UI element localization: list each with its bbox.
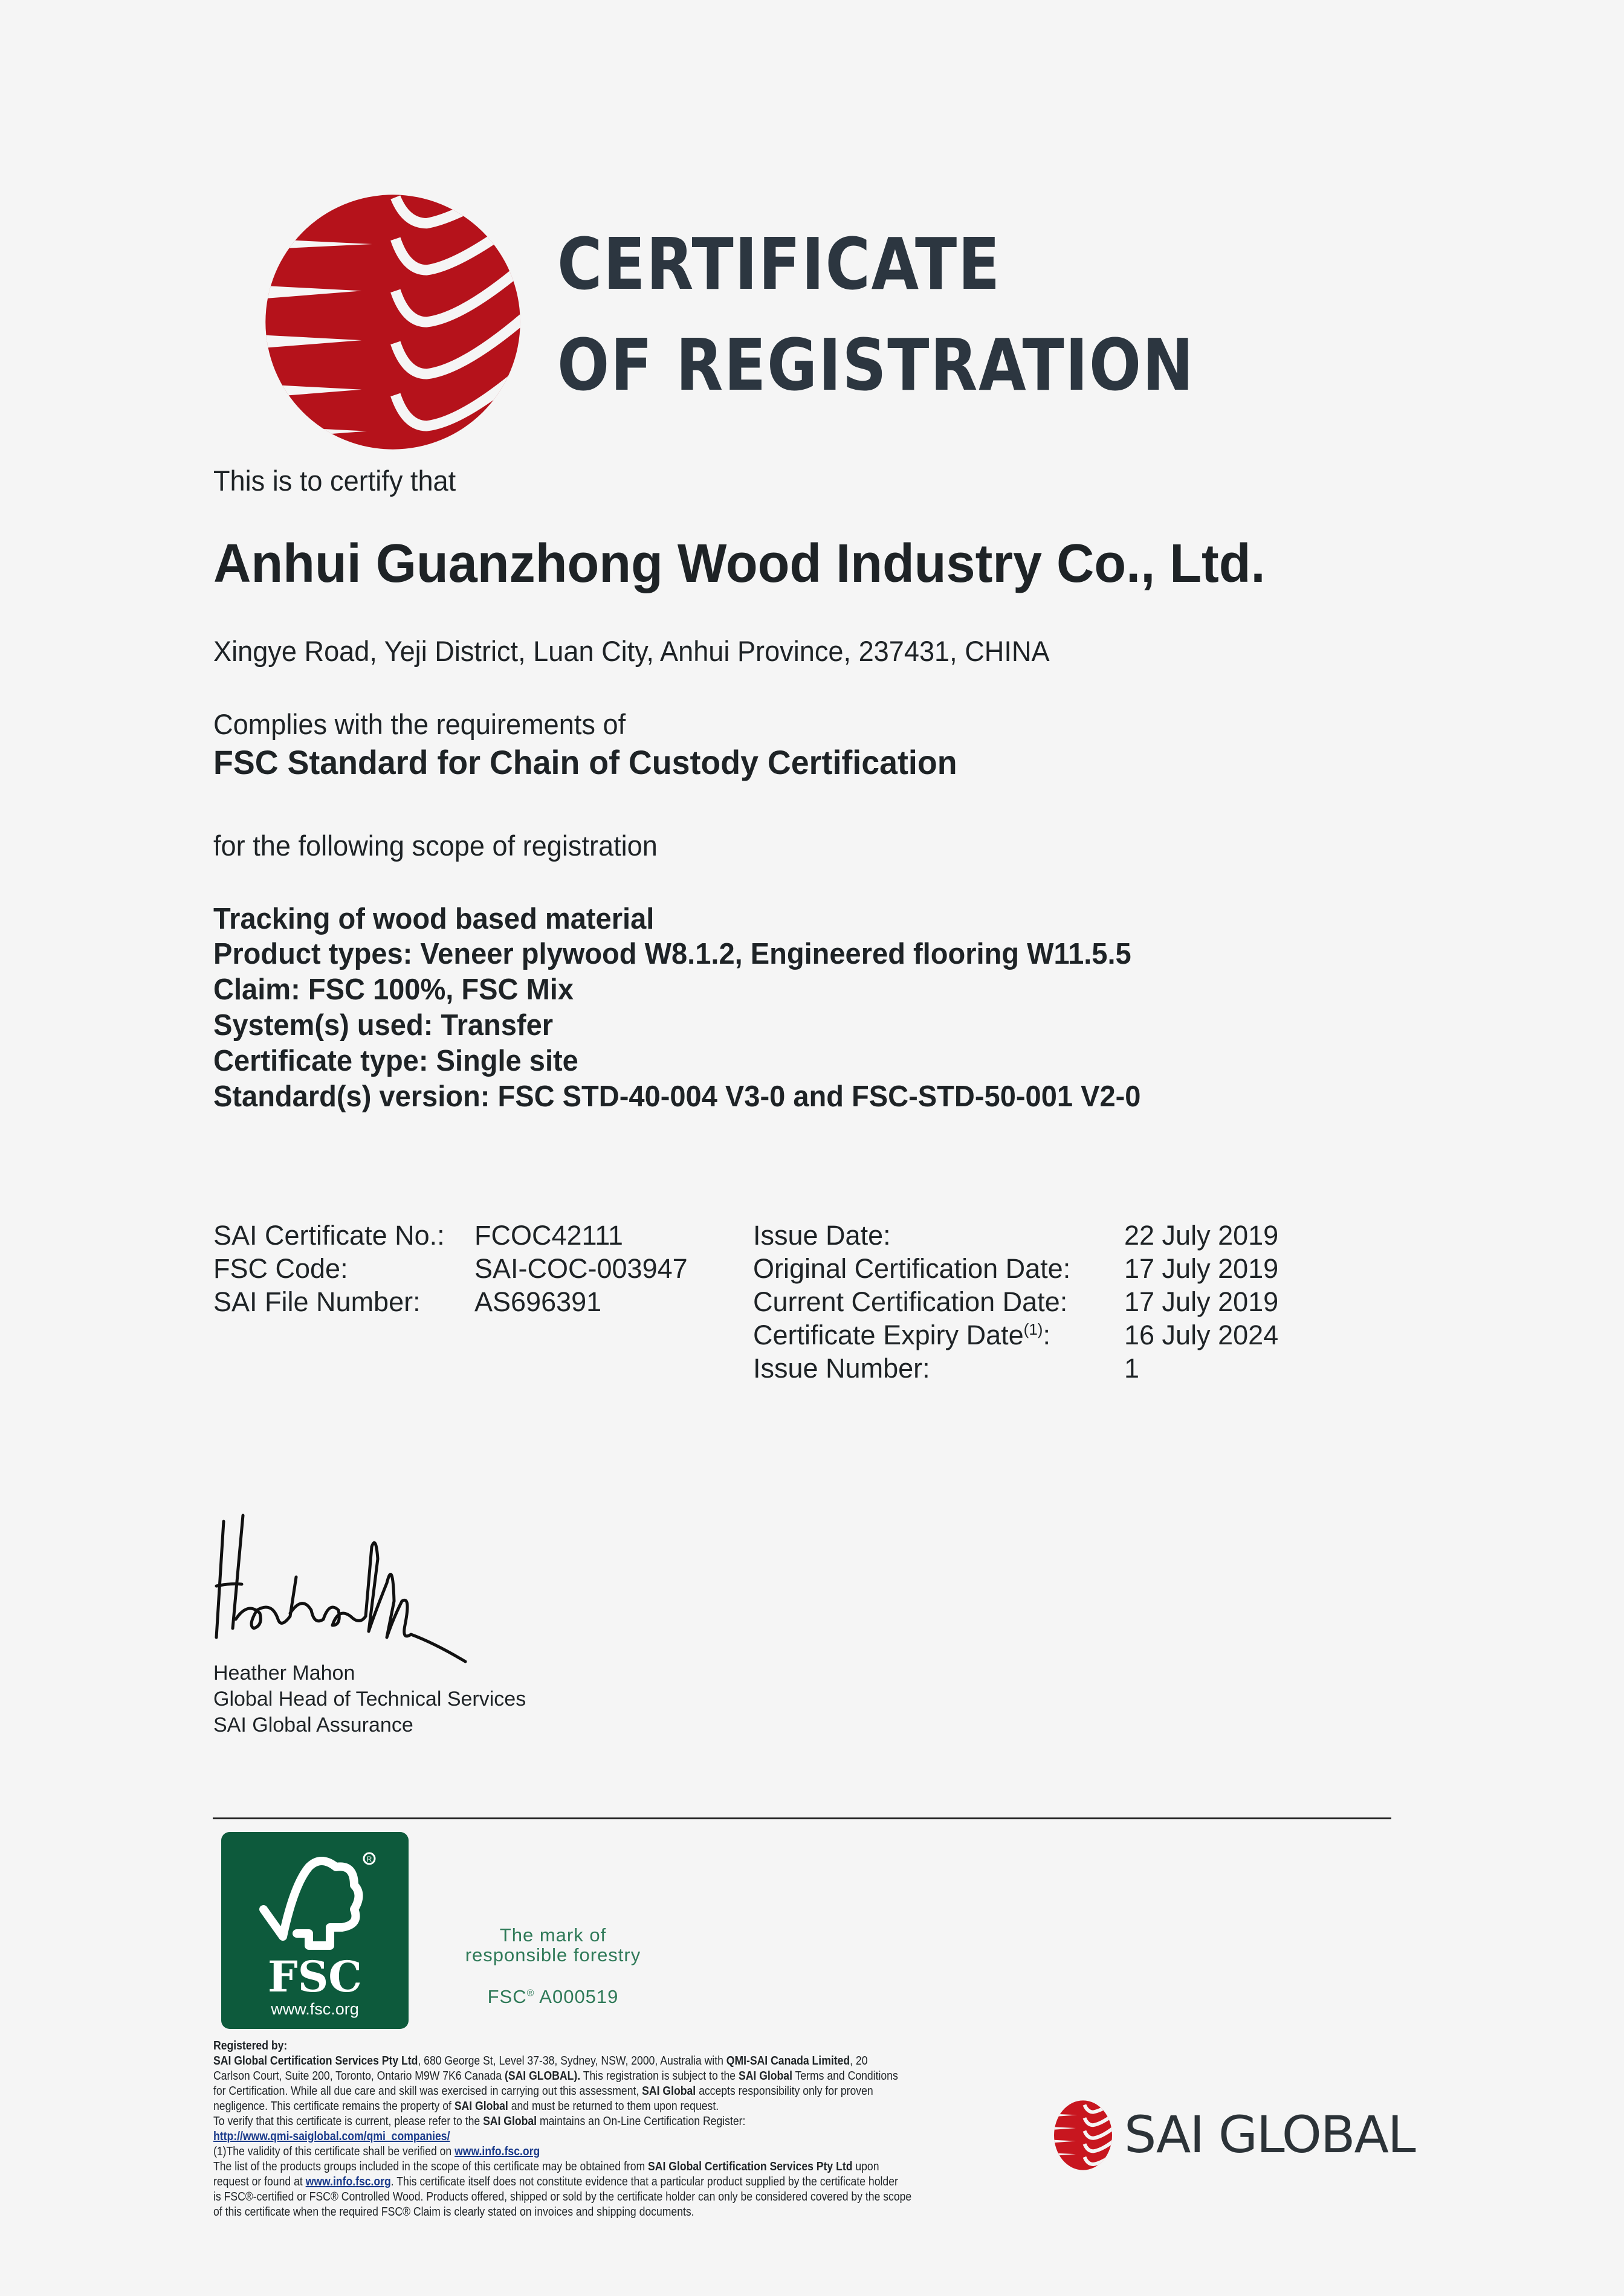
registered-by-label: Registered by: [213, 2039, 288, 2053]
company-address: Xingye Road, Yeji District, Luan City, Anhui Province, 237431, CHINA [213, 635, 1050, 667]
text: (1)The validity of this certificate shall be verified on [213, 2145, 455, 2158]
signatory-organization: SAI Global Assurance [213, 1714, 413, 1737]
footer-line [213, 2100, 719, 2112]
fsc-checkmark-tree-icon [245, 1849, 384, 1958]
standard-name: FSC Standard for Chain of Custody Certification [213, 743, 957, 781]
text: request or found at [213, 2175, 306, 2188]
detail-value: 1 [1124, 1353, 1140, 1384]
footnote-marker: (1) [1023, 1320, 1043, 1338]
fsc-license-code [423, 1987, 683, 2006]
signature [205, 1511, 484, 1668]
fsc-mark-line-1: The mark of [499, 1924, 607, 1946]
detail-label: Current Certification Date: [753, 1286, 1068, 1317]
certify-intro: This is to certify that [213, 465, 456, 497]
label-suffix: : [1043, 1320, 1050, 1350]
text: maintains an On-Line Certification Register: [537, 2115, 746, 2128]
company-name: Anhui Guanzhong Wood Industry Co., Ltd. [213, 534, 1266, 594]
detail-label: SAI File Number: [213, 1286, 421, 1317]
complies-intro: Complies with the requirements of [213, 708, 626, 740]
certificate-title-line-1: CERTIFICATE [557, 222, 1001, 306]
detail-label: Issue Date: [753, 1220, 891, 1251]
scope-line: Certificate type: Single site [213, 1045, 578, 1077]
fsc-logo [221, 1832, 409, 2029]
scope-line: Claim: FSC 100%, FSC Mix [213, 973, 574, 1006]
signatory-name: Heather Mahon [213, 1662, 355, 1685]
sai-global-emblem-icon [263, 192, 523, 452]
detail-value: 16 July 2024 [1124, 1320, 1279, 1350]
signatory-title: Global Head of Technical Services [213, 1688, 526, 1711]
detail-label: SAI Certificate No.: [213, 1220, 445, 1251]
text: Carlson Court, Suite 200, Toronto, Ontario M9W 7K6 Canada [213, 2069, 505, 2083]
footer-line [213, 2161, 879, 2173]
footer-line [213, 2146, 540, 2158]
footer-line [213, 2055, 867, 2067]
bold-text: SAI Global [738, 2069, 792, 2083]
text: negligence. This certificate remains the property of [213, 2100, 455, 2113]
bold-text: QMI-SAI Canada Limited [726, 2054, 850, 2068]
fsc-logo-word: FSC [268, 1952, 362, 2002]
text: for Certification. While all due care and skill was exercised in carrying out this assessment, [213, 2085, 642, 2098]
detail-label: Certificate Expiry Date [753, 1320, 1024, 1350]
register-link[interactable]: http://www.qmi-saiglobal.com/qmi_companies/ [213, 2130, 450, 2143]
sai-global-wordmark: SAI GLOBAL [1124, 2105, 1415, 2164]
footer-line: of this certificate when the required FSC® Claim is clearly stated on invoices and shipping documents. [213, 2205, 694, 2219]
divider [213, 1817, 1391, 1819]
scope-line: Standard(s) version: FSC STD-40-004 V3-0 and FSC-STD-50-001 V2-0 [213, 1080, 1141, 1113]
scope-intro: for the following scope of registration [213, 830, 658, 862]
footer-line [213, 2085, 873, 2097]
detail-value: AS696391 [474, 1286, 602, 1317]
bold-text: SAI Global Certification Services Pty Ltd [213, 2054, 418, 2068]
sai-global-emblem-icon [1047, 2099, 1119, 2172]
fsc-info-link[interactable]: www.info.fsc.org [305, 2175, 391, 2188]
fsc-mark-line-2: responsible forestry [465, 1944, 641, 1965]
certificate-title-line-2: OF REGISTRATION [557, 323, 1195, 407]
detail-label: FSC Code: [213, 1253, 348, 1284]
text: , 680 George St, Level 37-38, Sydney, NSW, 2000, Australia with [418, 2054, 726, 2068]
text: To verify that this certificate is current, please refer to the [213, 2115, 484, 2128]
detail-value: SAI-COC-003947 [474, 1253, 688, 1284]
detail-label: Issue Number: [753, 1353, 930, 1384]
bold-text: SAI Global [483, 2115, 537, 2128]
registered-mark: ® [526, 1988, 535, 1999]
bold-text: SAI Global Certification Services Pty Ltd [648, 2160, 853, 2173]
text: This registration is subject to the [580, 2069, 739, 2083]
scope-line: Tracking of wood based material [213, 903, 655, 935]
detail-label: Original Certification Date: [753, 1253, 1071, 1284]
fsc-code-prefix: FSC [487, 1986, 527, 2007]
footer-line [213, 2115, 745, 2127]
bold-text: SAI Global [454, 2100, 508, 2113]
detail-value: 17 July 2019 [1124, 1286, 1279, 1317]
footer-line [213, 2176, 898, 2188]
text: , 20 [850, 2054, 868, 2068]
text: The list of the products groups included in the scope of this certificate may be obtained from [213, 2160, 649, 2173]
scope-line: System(s) used: Transfer [213, 1009, 554, 1042]
text: . This certificate itself does not constitute evidence that a particular product supplied by the certificate holder [390, 2175, 898, 2188]
text: and must be returned to them upon request. [508, 2100, 719, 2113]
detail-value: 17 July 2019 [1124, 1253, 1279, 1284]
footer-line [213, 2070, 898, 2082]
detail-label-expiry [753, 1321, 1050, 1349]
footer-line: is FSC®-certified or FSC® Controlled Wood. Products offered, shipped or sold by the certificate holder can only be considered covered by the scope [213, 2190, 912, 2204]
text: upon [852, 2160, 879, 2173]
svg-text:R: R [366, 1855, 372, 1863]
fsc-info-link[interactable]: www.info.fsc.org [455, 2145, 540, 2158]
text: accepts responsibility only for proven [696, 2085, 873, 2098]
detail-value: 22 July 2019 [1124, 1220, 1279, 1251]
text: Terms and Conditions [792, 2069, 898, 2083]
bold-text: (SAI GLOBAL). [504, 2069, 581, 2083]
fsc-logo-url: www.fsc.org [271, 2000, 359, 2018]
bold-text: SAI Global [642, 2085, 696, 2098]
detail-value: FCOC42111 [474, 1220, 623, 1251]
scope-line: Product types: Veneer plywood W8.1.2, Engineered flooring W11.5.5 [213, 938, 1131, 970]
fsc-code-value: A000519 [539, 1986, 619, 2007]
